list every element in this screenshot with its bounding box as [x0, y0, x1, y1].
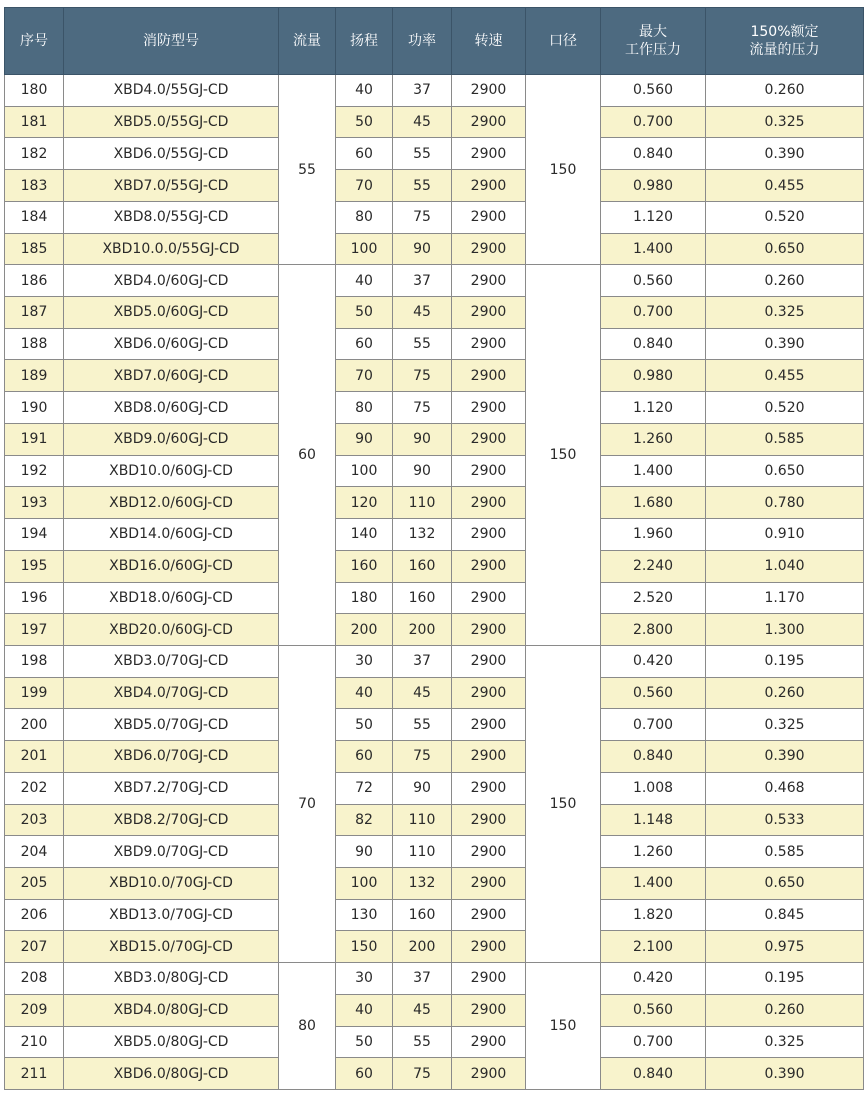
cell-caliber: 150 [526, 963, 601, 1090]
table-row [5, 582, 864, 614]
cell-speed: 2900 [452, 836, 526, 868]
cell-seq: 203 [5, 804, 64, 836]
cell-model: XBD7.0/55GJ-CD [64, 170, 279, 202]
cell-max-pressure: 1.680 [601, 487, 706, 519]
cell-power: 75 [393, 1058, 452, 1090]
cell-model: XBD4.0/60GJ-CD [64, 265, 279, 297]
cell-rated-pressure: 0.390 [706, 328, 864, 360]
table-row [5, 487, 864, 519]
cell-head: 60 [336, 1058, 393, 1090]
cell-rated-pressure: 0.910 [706, 519, 864, 551]
cell-seq: 210 [5, 1026, 64, 1058]
cell-head: 160 [336, 550, 393, 582]
cell-speed: 2900 [452, 645, 526, 677]
cell-power: 160 [393, 582, 452, 614]
cell-speed: 2900 [452, 804, 526, 836]
cell-max-pressure: 0.560 [601, 994, 706, 1026]
table-row [5, 741, 864, 773]
cell-head: 50 [336, 106, 393, 138]
cell-max-pressure: 1.008 [601, 772, 706, 804]
cell-speed: 2900 [452, 614, 526, 646]
cell-head: 140 [336, 519, 393, 551]
cell-power: 200 [393, 614, 452, 646]
cell-seq: 184 [5, 201, 64, 233]
table-row [5, 423, 864, 455]
table-row [5, 645, 864, 677]
cell-caliber: 150 [526, 75, 601, 265]
cell-max-pressure: 0.700 [601, 709, 706, 741]
cell-max-pressure: 1.120 [601, 201, 706, 233]
cell-power: 75 [393, 392, 452, 424]
cell-head: 40 [336, 75, 393, 107]
cell-model: XBD4.0/80GJ-CD [64, 994, 279, 1026]
cell-max-pressure: 0.560 [601, 265, 706, 297]
cell-model: XBD5.0/70GJ-CD [64, 709, 279, 741]
cell-head: 40 [336, 265, 393, 297]
cell-power: 160 [393, 899, 452, 931]
cell-model: XBD15.0/70GJ-CD [64, 931, 279, 963]
cell-seq: 183 [5, 170, 64, 202]
cell-seq: 199 [5, 677, 64, 709]
cell-speed: 2900 [452, 550, 526, 582]
cell-speed: 2900 [452, 106, 526, 138]
pump-spec-table [4, 7, 864, 1090]
cell-head: 200 [336, 614, 393, 646]
cell-seq: 185 [5, 233, 64, 265]
table-row [5, 170, 864, 202]
cell-model: XBD6.0/60GJ-CD [64, 328, 279, 360]
table-row [5, 297, 864, 329]
table-row [5, 1026, 864, 1058]
table-row [5, 360, 864, 392]
cell-max-pressure: 1.260 [601, 423, 706, 455]
cell-speed: 2900 [452, 297, 526, 329]
cell-power: 45 [393, 994, 452, 1026]
cell-power: 90 [393, 423, 452, 455]
header-model: 消防型号 [64, 8, 279, 75]
table-row [5, 328, 864, 360]
cell-power: 45 [393, 677, 452, 709]
cell-head: 100 [336, 233, 393, 265]
cell-speed: 2900 [452, 265, 526, 297]
cell-model: XBD6.0/80GJ-CD [64, 1058, 279, 1090]
table-row [5, 899, 864, 931]
cell-head: 60 [336, 328, 393, 360]
cell-power: 90 [393, 455, 452, 487]
cell-model: XBD14.0/60GJ-CD [64, 519, 279, 551]
cell-speed: 2900 [452, 931, 526, 963]
cell-power: 55 [393, 709, 452, 741]
cell-max-pressure: 0.420 [601, 963, 706, 995]
cell-rated-pressure: 0.455 [706, 170, 864, 202]
cell-head: 180 [336, 582, 393, 614]
cell-rated-pressure: 0.195 [706, 963, 864, 995]
cell-rated-pressure: 0.780 [706, 487, 864, 519]
cell-model: XBD5.0/55GJ-CD [64, 106, 279, 138]
cell-rated-pressure: 0.585 [706, 423, 864, 455]
cell-head: 100 [336, 455, 393, 487]
table-row [5, 392, 864, 424]
cell-power: 55 [393, 170, 452, 202]
cell-power: 37 [393, 75, 452, 107]
cell-head: 30 [336, 645, 393, 677]
cell-speed: 2900 [452, 963, 526, 995]
header-row [5, 8, 864, 75]
cell-seq: 186 [5, 265, 64, 297]
cell-head: 40 [336, 677, 393, 709]
cell-rated-pressure: 0.390 [706, 741, 864, 773]
cell-speed: 2900 [452, 392, 526, 424]
cell-speed: 2900 [452, 1058, 526, 1090]
cell-max-pressure: 1.960 [601, 519, 706, 551]
cell-rated-pressure: 0.260 [706, 994, 864, 1026]
cell-head: 70 [336, 360, 393, 392]
cell-seq: 191 [5, 423, 64, 455]
cell-seq: 190 [5, 392, 64, 424]
cell-max-pressure: 2.240 [601, 550, 706, 582]
cell-speed: 2900 [452, 772, 526, 804]
cell-rated-pressure: 0.533 [706, 804, 864, 836]
cell-max-pressure: 0.700 [601, 297, 706, 329]
cell-seq: 205 [5, 867, 64, 899]
cell-max-pressure: 1.148 [601, 804, 706, 836]
cell-model: XBD18.0/60GJ-CD [64, 582, 279, 614]
cell-head: 80 [336, 201, 393, 233]
cell-head: 50 [336, 709, 393, 741]
cell-model: XBD10.0/60GJ-CD [64, 455, 279, 487]
cell-speed: 2900 [452, 170, 526, 202]
cell-head: 60 [336, 741, 393, 773]
cell-model: XBD16.0/60GJ-CD [64, 550, 279, 582]
cell-seq: 211 [5, 1058, 64, 1090]
cell-max-pressure: 2.800 [601, 614, 706, 646]
header-rated-pressure-line1: 150%额定 [750, 24, 819, 40]
cell-model: XBD7.2/70GJ-CD [64, 772, 279, 804]
cell-power: 132 [393, 867, 452, 899]
header-max-pressure [601, 8, 706, 75]
cell-model: XBD20.0/60GJ-CD [64, 614, 279, 646]
table-row [5, 994, 864, 1026]
cell-max-pressure: 0.560 [601, 75, 706, 107]
cell-power: 75 [393, 360, 452, 392]
cell-model: XBD3.0/70GJ-CD [64, 645, 279, 677]
table-header [5, 8, 864, 75]
cell-model: XBD7.0/60GJ-CD [64, 360, 279, 392]
cell-rated-pressure: 0.468 [706, 772, 864, 804]
cell-seq: 187 [5, 297, 64, 329]
cell-seq: 182 [5, 138, 64, 170]
table-row [5, 677, 864, 709]
cell-model: XBD5.0/60GJ-CD [64, 297, 279, 329]
cell-power: 132 [393, 519, 452, 551]
cell-speed: 2900 [452, 75, 526, 107]
cell-speed: 2900 [452, 423, 526, 455]
cell-head: 90 [336, 836, 393, 868]
cell-seq: 200 [5, 709, 64, 741]
cell-seq: 180 [5, 75, 64, 107]
cell-speed: 2900 [452, 899, 526, 931]
cell-rated-pressure: 0.195 [706, 645, 864, 677]
cell-rated-pressure: 0.390 [706, 1058, 864, 1090]
table-row [5, 233, 864, 265]
cell-seq: 192 [5, 455, 64, 487]
cell-power: 90 [393, 233, 452, 265]
cell-speed: 2900 [452, 487, 526, 519]
cell-rated-pressure: 0.325 [706, 1026, 864, 1058]
header-rated-pressure-line2: 流量的压力 [749, 42, 820, 58]
header-max-pressure-line1: 最大 [639, 24, 667, 40]
cell-power: 37 [393, 645, 452, 677]
cell-rated-pressure: 0.325 [706, 106, 864, 138]
cell-rated-pressure: 0.650 [706, 867, 864, 899]
cell-rated-pressure: 0.260 [706, 677, 864, 709]
cell-flow: 60 [279, 265, 336, 646]
cell-model: XBD6.0/55GJ-CD [64, 138, 279, 170]
cell-head: 80 [336, 392, 393, 424]
cell-rated-pressure: 0.650 [706, 233, 864, 265]
cell-model: XBD4.0/55GJ-CD [64, 75, 279, 107]
cell-head: 50 [336, 297, 393, 329]
cell-seq: 193 [5, 487, 64, 519]
cell-rated-pressure: 0.520 [706, 201, 864, 233]
table-row [5, 804, 864, 836]
header-flow: 流量 [279, 8, 336, 75]
cell-power: 37 [393, 265, 452, 297]
cell-rated-pressure: 0.845 [706, 899, 864, 931]
cell-model: XBD9.0/60GJ-CD [64, 423, 279, 455]
cell-head: 100 [336, 867, 393, 899]
cell-max-pressure: 1.400 [601, 867, 706, 899]
cell-seq: 209 [5, 994, 64, 1026]
cell-power: 110 [393, 836, 452, 868]
cell-power: 200 [393, 931, 452, 963]
cell-head: 50 [336, 1026, 393, 1058]
cell-speed: 2900 [452, 138, 526, 170]
table-row [5, 963, 864, 995]
cell-head: 40 [336, 994, 393, 1026]
cell-max-pressure: 2.520 [601, 582, 706, 614]
cell-speed: 2900 [452, 867, 526, 899]
header-caliber: 口径 [526, 8, 601, 75]
cell-seq: 206 [5, 899, 64, 931]
cell-max-pressure: 1.400 [601, 233, 706, 265]
cell-rated-pressure: 1.170 [706, 582, 864, 614]
cell-model: XBD6.0/70GJ-CD [64, 741, 279, 773]
cell-max-pressure: 0.840 [601, 138, 706, 170]
cell-max-pressure: 1.120 [601, 392, 706, 424]
table-row [5, 931, 864, 963]
cell-speed: 2900 [452, 994, 526, 1026]
cell-seq: 188 [5, 328, 64, 360]
cell-max-pressure: 0.560 [601, 677, 706, 709]
cell-seq: 202 [5, 772, 64, 804]
cell-rated-pressure: 0.455 [706, 360, 864, 392]
cell-power: 55 [393, 328, 452, 360]
cell-speed: 2900 [452, 201, 526, 233]
table-row [5, 550, 864, 582]
table-row [5, 106, 864, 138]
cell-head: 150 [336, 931, 393, 963]
cell-model: XBD13.0/70GJ-CD [64, 899, 279, 931]
cell-speed: 2900 [452, 582, 526, 614]
header-power: 功率 [393, 8, 452, 75]
table-row [5, 614, 864, 646]
cell-seq: 207 [5, 931, 64, 963]
cell-speed: 2900 [452, 741, 526, 773]
cell-seq: 195 [5, 550, 64, 582]
cell-speed: 2900 [452, 360, 526, 392]
cell-rated-pressure: 0.260 [706, 265, 864, 297]
cell-head: 70 [336, 170, 393, 202]
cell-model: XBD4.0/70GJ-CD [64, 677, 279, 709]
table-row [5, 138, 864, 170]
cell-max-pressure: 2.100 [601, 931, 706, 963]
cell-head: 90 [336, 423, 393, 455]
cell-max-pressure: 0.700 [601, 106, 706, 138]
cell-head: 120 [336, 487, 393, 519]
cell-flow: 70 [279, 645, 336, 962]
cell-max-pressure: 0.700 [601, 1026, 706, 1058]
cell-flow: 55 [279, 75, 336, 265]
cell-seq: 204 [5, 836, 64, 868]
cell-power: 55 [393, 138, 452, 170]
cell-rated-pressure: 1.040 [706, 550, 864, 582]
cell-max-pressure: 0.840 [601, 1058, 706, 1090]
cell-max-pressure: 0.420 [601, 645, 706, 677]
cell-power: 110 [393, 487, 452, 519]
table-row [5, 836, 864, 868]
table-row [5, 519, 864, 551]
cell-power: 55 [393, 1026, 452, 1058]
table-row [5, 75, 864, 107]
cell-power: 37 [393, 963, 452, 995]
header-max-pressure-line2: 工作压力 [625, 42, 681, 58]
cell-model: XBD3.0/80GJ-CD [64, 963, 279, 995]
cell-head: 30 [336, 963, 393, 995]
cell-model: XBD10.0.0/55GJ-CD [64, 233, 279, 265]
cell-seq: 201 [5, 741, 64, 773]
cell-model: XBD8.0/60GJ-CD [64, 392, 279, 424]
cell-max-pressure: 0.840 [601, 328, 706, 360]
cell-speed: 2900 [452, 328, 526, 360]
cell-power: 90 [393, 772, 452, 804]
cell-power: 75 [393, 741, 452, 773]
cell-speed: 2900 [452, 677, 526, 709]
cell-power: 75 [393, 201, 452, 233]
table-row [5, 455, 864, 487]
cell-flow: 80 [279, 963, 336, 1090]
cell-speed: 2900 [452, 709, 526, 741]
cell-speed: 2900 [452, 1026, 526, 1058]
cell-max-pressure: 0.980 [601, 360, 706, 392]
cell-seq: 197 [5, 614, 64, 646]
cell-max-pressure: 1.820 [601, 899, 706, 931]
cell-rated-pressure: 1.300 [706, 614, 864, 646]
table-row [5, 772, 864, 804]
cell-seq: 198 [5, 645, 64, 677]
header-speed: 转速 [452, 8, 526, 75]
cell-head: 130 [336, 899, 393, 931]
cell-rated-pressure: 0.650 [706, 455, 864, 487]
cell-model: XBD12.0/60GJ-CD [64, 487, 279, 519]
cell-rated-pressure: 0.260 [706, 75, 864, 107]
cell-max-pressure: 0.840 [601, 741, 706, 773]
header-head: 扬程 [336, 8, 393, 75]
cell-seq: 181 [5, 106, 64, 138]
table-row [5, 867, 864, 899]
cell-max-pressure: 1.260 [601, 836, 706, 868]
cell-caliber: 150 [526, 645, 601, 962]
cell-rated-pressure: 0.325 [706, 297, 864, 329]
cell-max-pressure: 0.980 [601, 170, 706, 202]
cell-rated-pressure: 0.585 [706, 836, 864, 868]
cell-rated-pressure: 0.390 [706, 138, 864, 170]
cell-power: 160 [393, 550, 452, 582]
cell-seq: 196 [5, 582, 64, 614]
cell-power: 110 [393, 804, 452, 836]
table-row [5, 265, 864, 297]
cell-rated-pressure: 0.325 [706, 709, 864, 741]
cell-head: 82 [336, 804, 393, 836]
cell-max-pressure: 1.400 [601, 455, 706, 487]
cell-head: 72 [336, 772, 393, 804]
cell-rated-pressure: 0.975 [706, 931, 864, 963]
cell-model: XBD8.0/55GJ-CD [64, 201, 279, 233]
cell-model: XBD5.0/80GJ-CD [64, 1026, 279, 1058]
cell-seq: 194 [5, 519, 64, 551]
cell-model: XBD8.2/70GJ-CD [64, 804, 279, 836]
cell-caliber: 150 [526, 265, 601, 646]
cell-rated-pressure: 0.520 [706, 392, 864, 424]
cell-model: XBD9.0/70GJ-CD [64, 836, 279, 868]
cell-speed: 2900 [452, 519, 526, 551]
header-rated-pressure [706, 8, 864, 75]
cell-power: 45 [393, 106, 452, 138]
cell-seq: 208 [5, 963, 64, 995]
table-row [5, 709, 864, 741]
cell-power: 45 [393, 297, 452, 329]
header-seq: 序号 [5, 8, 64, 75]
table-row [5, 201, 864, 233]
cell-speed: 2900 [452, 455, 526, 487]
table-row [5, 1058, 864, 1090]
table-body [5, 75, 864, 1090]
cell-model: XBD10.0/70GJ-CD [64, 867, 279, 899]
cell-speed: 2900 [452, 233, 526, 265]
cell-seq: 189 [5, 360, 64, 392]
cell-head: 60 [336, 138, 393, 170]
